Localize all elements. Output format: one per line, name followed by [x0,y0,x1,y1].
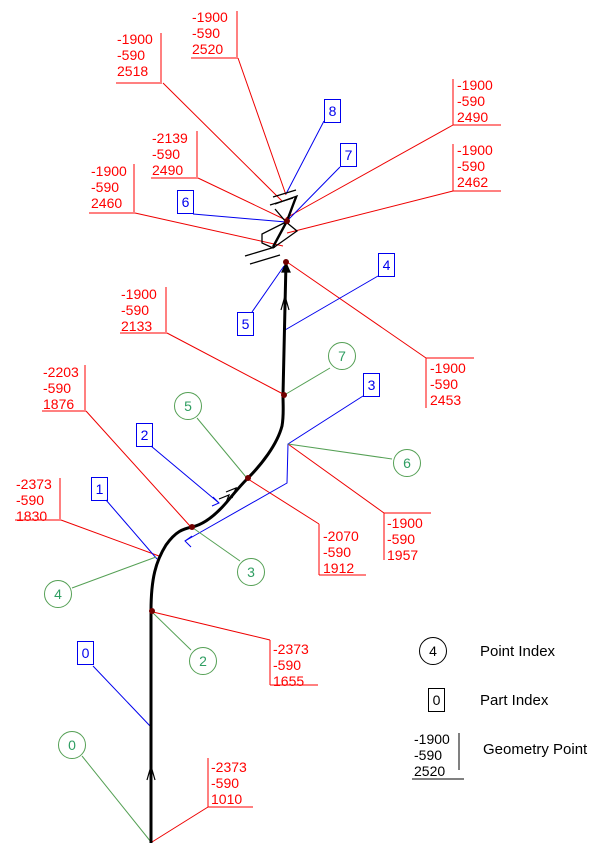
geometry-point-label-2462: -1900 -590 2462 [457,142,493,190]
point-index-marker-6: 6 [393,449,421,477]
legend-part-index-sample: 0 [428,688,445,712]
part-index-marker-3: 3 [363,373,380,397]
geometry-path [147,190,297,843]
geometry-point-label-2453: -1900 -590 2453 [430,360,466,408]
point-index-marker-7: 7 [328,342,356,370]
geometry-point-label-2520: -1900 -590 2520 [192,9,228,57]
geometry-point-label-2490-right: -1900 -590 2490 [457,77,493,125]
geometry-point-label-1830: -2373 -590 1830 [16,476,52,524]
geometry-point-label-2460: -1900 -590 2460 [91,163,127,211]
legend-geometry-point-sample: -1900 -590 2520 [414,731,450,779]
point-index-marker-5: 5 [174,392,202,420]
legend-point-index-label: Point Index [480,643,556,660]
geometry-point-label-1010: -2373 -590 1010 [211,759,247,807]
geometry-point-label-1912: -2070 -590 1912 [323,528,359,576]
part-index-marker-5: 5 [237,312,254,336]
legend-geometry-point-label: Geometry Point [483,741,588,758]
point-index-marker-4: 4 [44,580,72,608]
geometry-point-label-1957: -1900 -590 1957 [387,515,423,563]
path-break-symbol [245,190,297,264]
part-index-marker-0: 0 [77,641,94,665]
part-index-marker-8: 8 [324,99,341,123]
geometry-point-label-2518: -1900 -590 2518 [117,31,153,79]
geometry-point-label-1876: -2203 -590 1876 [43,364,79,412]
point-index-marker-3: 3 [237,558,265,586]
legend-point-index-sample: 4 [419,637,447,665]
path-vertex-dots [149,218,290,614]
point-index-marker-0: 0 [58,731,86,759]
geometry-point-label-2490-left: -2139 -590 2490 [152,130,188,178]
part-index-marker-6: 6 [177,190,194,214]
part-index-marker-1: 1 [91,477,108,501]
part-index-marker-2: 2 [136,423,153,447]
part-index-marker-7: 7 [340,143,357,167]
legend-part-index-label: Part Index [480,692,549,709]
path-curve [151,262,286,843]
part-index-marker-4: 4 [378,253,395,277]
geometry-point-label-2133: -1900 -590 2133 [121,286,157,334]
point-index-marker-2: 2 [189,647,217,675]
geometry-point-label-1655: -2373 -590 1655 [273,641,309,689]
